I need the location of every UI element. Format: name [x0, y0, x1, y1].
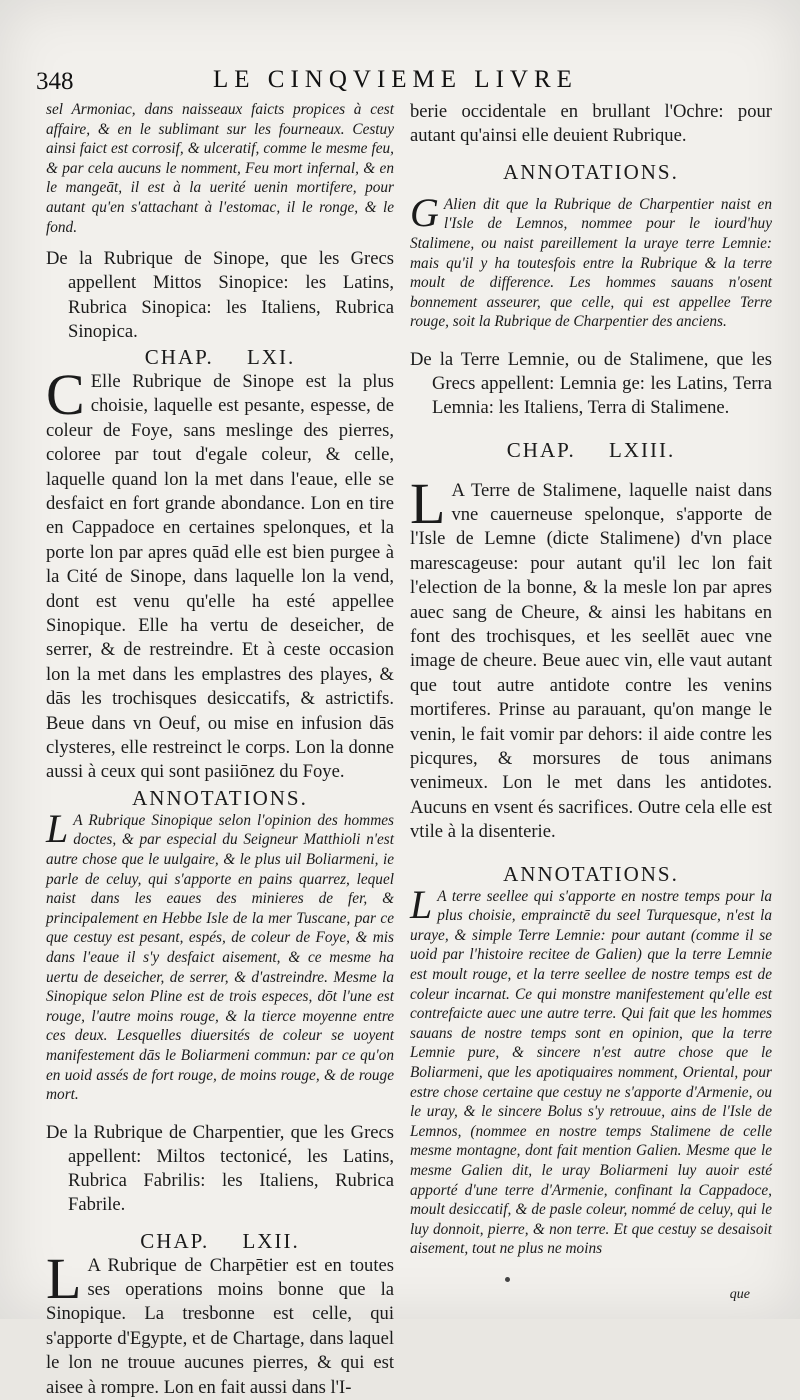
chap-number: LXI.: [246, 344, 296, 369]
chapter-63-body: A Terre de Stalimene, laquelle naist dans vne cauerneuse spelonque, s'apporte de l'Isle de Lemne (dicte Stalimene) d'vn place marescageuse: pour autant qu'il lec lon fait l'election de la bonne, & la mesle lon par apres auec sang de Cheure, & ainsi les habitans en font des trochisques, et les seellēt auec vne image de cheure. Beue auec vin, elle vaut autant que tout autre antidote contre les venins mortiferes. Prinse au parauant, qu'on mange le venin, le fait vomir par dehors: il aide contre les picqures, & morsures de tous animans venimeux. Lon le met dans les antidotes. Aucuns en vsent és sacrifices. Outre cela elle est vtile à la disenterie.: [410, 479, 772, 843]
chapter-61-text: [46, 361, 394, 785]
drop-cap: G: [410, 189, 439, 235]
chap-number: LXIII.: [608, 437, 676, 462]
catchword: que: [729, 1287, 750, 1302]
chapter-61-label: [46, 344, 394, 370]
chapter-62-body: A Rubrique de Charpētier est en toutes ses operations moins bonne que la Sinopique. La tresbonne est celle, qui s'apporte d'Egypte, et de Chartage, dans laquel le lon ne trouue aucunes pierres, & qui est aisee à rompre. Lon en fait aussi dans l'I-: [46, 1254, 394, 1398]
chapter-61-heading: De la Rubrique de Sinope, que les Grecs appellent Mittos Sinopice: les Latins, Rubrica Sinopica: les Italiens, Rubrica Sinopica.: [46, 248, 394, 342]
continued-paragraph: sel Armoniac, dans naisseaux faicts propices à cest affaire, & en le sublimant sur les fourneaux. Cestuy ainsi faict est corrosif, & ulceratif, comme le mesme feu, & par cela aucuns le nomment, Feu mort infernal, & en le mangeāt, il est à la uerité uenin mortifere, pour autant qu'en s'attachant à l'estomac, il le ronge, & le fond.: [46, 101, 394, 236]
chap-word: CHAP.: [506, 437, 576, 462]
chap-word: CHAP.: [144, 344, 214, 369]
page-header: [28, 60, 780, 100]
annotations-title: ANNOTATIONS.: [503, 861, 679, 886]
chapter-61-body: Elle Rubrique de Sinope est la plus choisie, laquelle est pesante, espesse, de coleur de Foye, sans meslinge des pierres, coloree par tout d'egale coleur, & celle, laquelle quand lon la met dans l'eaue, elle se desfaict en fort grande abondance. Lon en tire en Cappadoce en certaines spelonques, et la porte lon par apres quād elle est bien purgee à la Cité de Sinope, dans laquelle lon la vend, dont est venu qu'elle ha esté appellee Sinopique. Elle ha vertu de deseicher, de serrer, & de restreindre. Et à ceste occasion lon la met dans les emplastres des playes, & dās les trochisques desiccatifs, & astrictifs. Beue dans vn Oeuf, ou mise en infusion dās clysteres, elle restreinct le corps. Lon la donne aussi à ceux qui sont pasiiōnez du Foye.: [46, 370, 394, 783]
drop-cap: L: [46, 1245, 82, 1311]
chapter-63-label: [410, 437, 772, 463]
annotations-title: ANNOTATIONS.: [503, 159, 679, 184]
ink-dot: [505, 1277, 510, 1282]
running-title: LE CINQVIEME LIVRE: [213, 66, 578, 93]
page-number: 348: [36, 68, 74, 95]
drop-cap: C: [46, 361, 85, 427]
right-column: [410, 100, 772, 1259]
chapter-62-text: [46, 1245, 394, 1400]
drop-cap: L: [410, 881, 433, 927]
chapter-63-heading: De la Terre Lemnie, ou de Stalimene, que les Grecs appellent: Lemnia ge: les Latins, Terra Lemnia: les Italiens, Terra di Stalimene.: [410, 348, 772, 419]
annotations-title: ANNOTATIONS.: [132, 785, 308, 810]
chapter-62-heading: De la Rubrique de Charpentier, que les Grecs appellent: Miltos tectonicé, les Latins, Rubrica Fabrilis: les Italiens, Rubrica Fabrile.: [46, 1121, 394, 1216]
annotation-62-body: Alien dit que la Rubrique de Charpentier naist en l'Isle de Lemnos, nommee pour le iourd'huy Stalimene, ou naist pareillement la uraye terre Lemnie: mais qu'il y ha toutesfois entre la Rubrique & la terre moult de difference. Les hommes sauans n'osent bonnement asseurer, que celle, qui est appellee Terre rouge, soit la Rubrique de Charpentier des anciens.: [410, 195, 772, 331]
left-column: [46, 100, 394, 1400]
annotation-63-body: A terre seellee qui s'apporte en nostre temps pour la plus choisie, emprainctē du seel Turquesque, n'est la uraye, & simple Terre Lemnie: pour autant (comme il se uoid par l'histoire recitee de Galien) que la terre Lemnie est moult rouge, et la terre seellee de nostre temps est de coleur incarnat. Ce qui monstre manifestement qu'elle est contrefaicte auec une autre terre. Qui fait que les hommes sauans de nostre temps sont en opinion, que la terre Lemnie pure, & sincere n'est autre chose que le Boliarmeni, que les apotiquaires nomment, Oriental, pour estre chose certaine que cestuy ne s'apporte d'Armenie, ou le uray, & le sincere Bolus s'y retrouue, ains de l'Isle de Lemnos, (nommee en nostre temps Stalimene de celle mesme montagne, dont fait mention Galien. Mesme que le mesme Galien dit, le uray Boliarmeni luy auoir esté apporté d'une terre d'Armenie, confinant la Cappadoce, moult desiccatif, & de pasle coleur, nommé de celuy, qui le luy donnoit, pierre, & non terre. Et que cestuy se desaisoit aisement, tout ne plus ne moins: [410, 887, 772, 1258]
drop-cap: L: [410, 470, 446, 536]
annotation-61: [46, 805, 394, 1105]
continued-paragraph: berie occidentale en brullant l'Ochre: pour autant qu'ainsi elle deuient Rubrique.: [410, 101, 772, 147]
chap-number: LXII.: [242, 1228, 300, 1253]
chapter-63-text: [410, 470, 772, 845]
chapter-62-label: [46, 1228, 394, 1254]
annotation-61-body: A Rubrique Sinopique selon l'opinion des hommes doctes, & par especial du Seigneur Matthioli n'est autre chose que le uulgaire, & le plus uil Boliarmeni, ie parle de celuy, qui s'apporte en pains quarrez, lequel naist dans les eaues des minieres de fer, & principalement en Hebbe Isle de la mer Tuscane, par ce que cestuy est pesant, espés, de coleur de Foye, & mis dans l'eaue il s'y desfaict aisement, & ce mesme ha uertu de deseicher, de serrer, & d'astreindre. Mesme la Sinopique selon Pline est de trois especes, dōt l'une est rouge, l'autre moins rouge, & la tierce moyenne entre ces deux. Lesquelles diuersités de coleur se uoyent manifestement dās le Boliarmeni commun: par ce qu'on en uoid assés de fort rouge, de moins rouge, & de rouge mort.: [46, 811, 394, 1104]
annotation-62: [410, 189, 772, 332]
chap-word: CHAP.: [140, 1228, 210, 1253]
drop-cap: L: [46, 805, 69, 851]
annotation-63: [410, 881, 772, 1259]
